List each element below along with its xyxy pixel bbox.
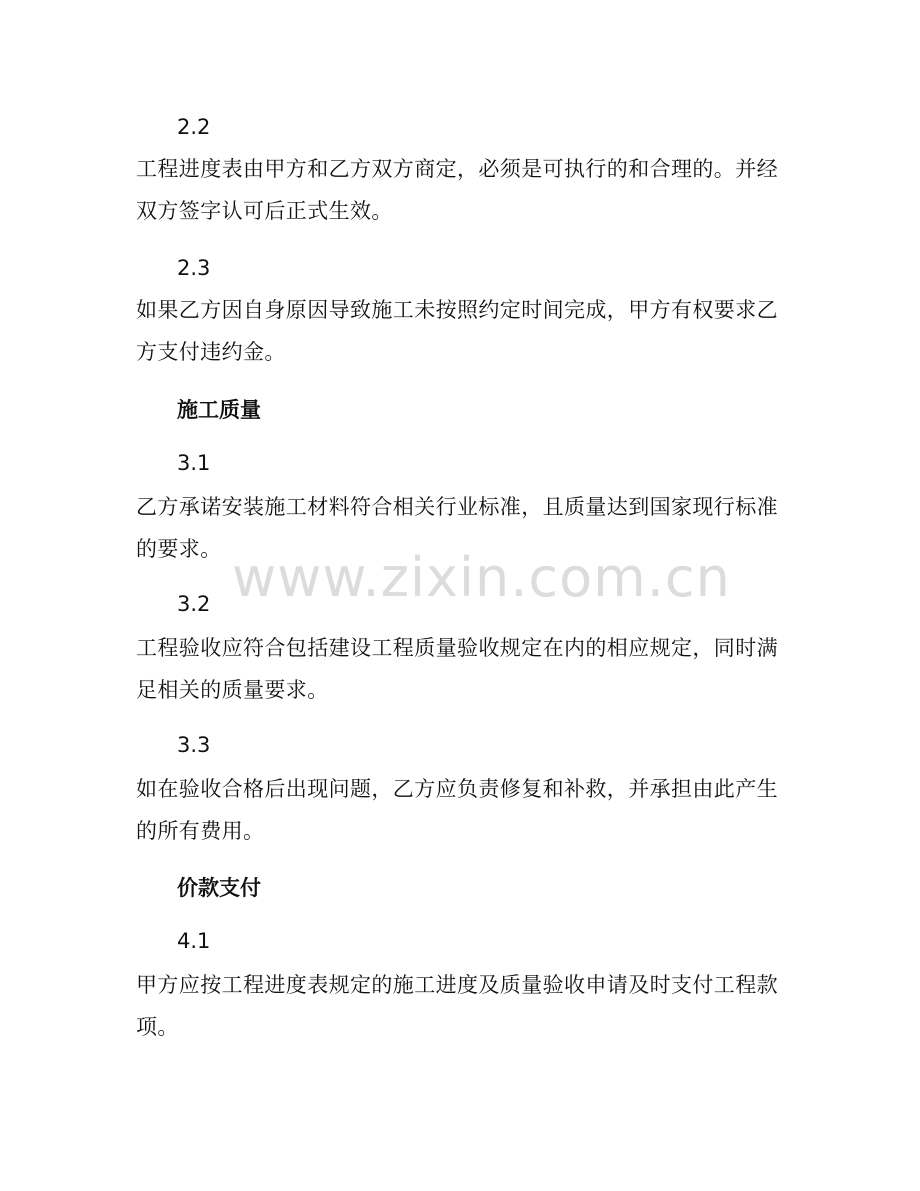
clause-number: 2.3	[177, 256, 211, 280]
clause-number: 4.1	[177, 929, 211, 953]
clause-line: 项。	[136, 1015, 179, 1039]
clause-line: 乙方承诺安装施工材料符合相关行业标准，且质量达到国家现行标准	[136, 495, 778, 519]
clause-text	[136, 627, 786, 711]
clause-number: 3.3	[177, 733, 211, 757]
clause-line: 如在验收合格后出现问题，乙方应负责修复和补救，并承担由此产生	[136, 777, 778, 801]
clause-line: 甲方应按工程进度表规定的施工进度及质量验收申请及时支付工程款	[136, 973, 778, 997]
clause-line: 的要求。	[136, 537, 222, 561]
clause-line: 的所有费用。	[136, 819, 265, 843]
watermark: www.zixin.com.cn	[232, 546, 731, 609]
clause-number: 3.1	[177, 451, 211, 475]
clause-line: 如果乙方因自身原因导致施工未按照约定时间完成，甲方有权要求乙	[136, 298, 778, 322]
clause-text	[136, 964, 786, 1048]
clause-text	[136, 148, 786, 232]
clause-text	[136, 768, 786, 852]
clause-text	[136, 289, 786, 373]
clause-line: 工程验收应符合包括建设工程质量验收规定在内的相应规定，同时满	[136, 636, 778, 660]
clause-line: 足相关的质量要求。	[136, 678, 329, 702]
clause-line: 方支付违约金。	[136, 340, 286, 364]
clause-number: 2.2	[177, 115, 211, 139]
clause-line: 工程进度表由甲方和乙方双方商定，必须是可执行的和合理的。并经	[136, 157, 778, 181]
clause-number: 3.2	[177, 592, 211, 616]
section-heading: 施工质量	[177, 398, 261, 422]
section-heading: 价款支付	[177, 876, 261, 900]
clause-line: 双方签字认可后正式生效。	[136, 199, 393, 223]
